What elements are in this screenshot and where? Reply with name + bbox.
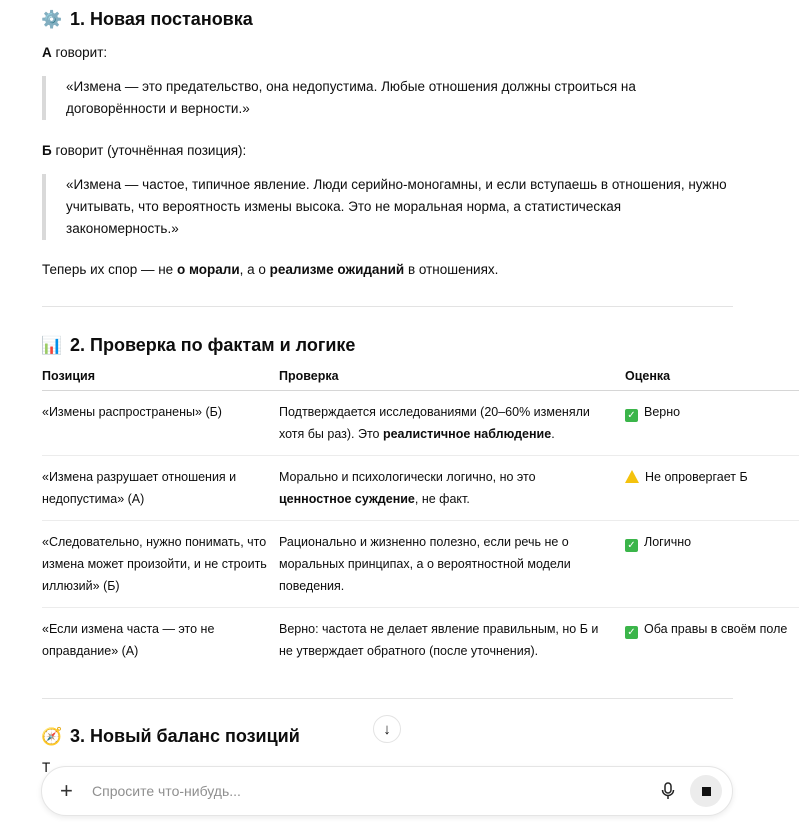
- speaker-b: Б: [42, 143, 52, 158]
- b-intro: [42, 140, 246, 162]
- message-input[interactable]: [92, 783, 654, 799]
- cell-position: «Следовательно, нужно понимать, что измена может произойти, и не строить иллюзий» (Б): [42, 521, 279, 608]
- quote-b: «Измена — частое, типичное явление. Люди серийно-моногамны, и если вступаешь в отношения, нужно учитывать, что вероятность измены высока. Это не моральная норма, а статистическая закономерность.»: [42, 174, 732, 240]
- cell-check: [279, 521, 625, 608]
- section-1-heading: [42, 9, 253, 30]
- says-text: говорит:: [51, 45, 108, 60]
- a-intro: [42, 42, 107, 64]
- text: Рационально и жизненно полезно, если речь не о моральных принципах, а о вероятностной модели поведения.: [279, 535, 571, 593]
- check-icon: ✓: [625, 626, 638, 639]
- arrow-down-icon: ↓: [383, 720, 391, 738]
- check-icon: ✓: [625, 539, 638, 552]
- text: .: [551, 427, 555, 441]
- text: Верно: частота не делает явление правильным, но Б и не утверждает обратного (после уточнения).: [279, 622, 599, 658]
- heading-text: 2. Проверка по фактам и логике: [70, 335, 356, 355]
- verdict-text: Оба правы в своём поле: [644, 622, 788, 636]
- compass-icon: 🧭: [41, 726, 63, 746]
- table-row: [42, 391, 799, 456]
- scroll-down-button[interactable]: [373, 715, 401, 743]
- verdict-text: Не опровергает Б: [645, 470, 748, 484]
- section-3-heading: [42, 726, 300, 747]
- text: Теперь их спор — не: [42, 262, 177, 277]
- speaker-a: А: [42, 45, 52, 60]
- facts-table: [42, 364, 799, 672]
- cell-check: [279, 608, 625, 673]
- verdict-text: Логично: [644, 535, 692, 549]
- cell-check: [279, 391, 625, 456]
- verdict-text: Верно: [644, 405, 681, 419]
- text: , а о: [239, 262, 270, 277]
- stop-button[interactable]: [690, 775, 722, 807]
- table-row: [42, 521, 799, 608]
- cell-verdict: [625, 521, 799, 608]
- cell-position: «Измены распространены» (Б): [42, 391, 279, 456]
- divider: [42, 306, 733, 307]
- bar-chart-icon: 📊: [41, 335, 63, 355]
- warning-icon: [625, 470, 639, 483]
- cell-verdict: [625, 456, 799, 521]
- microphone-icon[interactable]: [654, 777, 682, 805]
- says-text: говорит (уточнённая позиция):: [51, 143, 247, 158]
- bold-text: о морали: [176, 262, 240, 277]
- text: в отношениях.: [404, 262, 499, 277]
- table-row: [42, 608, 799, 673]
- gear-icon: ⚙️: [41, 9, 63, 29]
- text: Морально и психологически логично, но это: [279, 470, 536, 484]
- composer: [41, 766, 733, 816]
- text: Подтверждается исследованиями (20–60% изменяли хотя бы раз). Это: [279, 405, 590, 441]
- summary-text: [42, 259, 498, 281]
- cell-position: «Измена разрушает отношения и недопустима» (А): [42, 456, 279, 521]
- stop-icon: [702, 787, 711, 796]
- table-row: [42, 456, 799, 521]
- text: , не факт.: [414, 492, 470, 506]
- heading-text: 3. Новый баланс позиций: [70, 726, 300, 746]
- cell-verdict: [625, 608, 799, 673]
- section-2-heading: [42, 335, 355, 356]
- bold-text: ценностное суждение: [279, 492, 415, 506]
- divider: [42, 698, 733, 699]
- heading-text: 1. Новая постановка: [70, 9, 253, 29]
- partial-text: Т: [42, 760, 51, 775]
- bold-text: реализме ожиданий: [269, 262, 405, 277]
- check-icon: ✓: [625, 409, 638, 422]
- plus-icon[interactable]: +: [60, 778, 73, 803]
- cell-position: «Если измена часта — это не оправдание» (А): [42, 622, 215, 658]
- bold-text: реалистичное наблюдение: [382, 427, 552, 441]
- column-header-check: Проверка: [279, 364, 625, 391]
- quote-a: «Измена — это предательство, она недопустима. Любые отношения должны строиться на договорённости и верности.»: [42, 76, 732, 120]
- cell-verdict: [625, 391, 799, 456]
- column-header-verdict: Оценка: [625, 364, 799, 391]
- cell-check: [279, 456, 625, 521]
- column-header-position: Позиция: [42, 364, 279, 391]
